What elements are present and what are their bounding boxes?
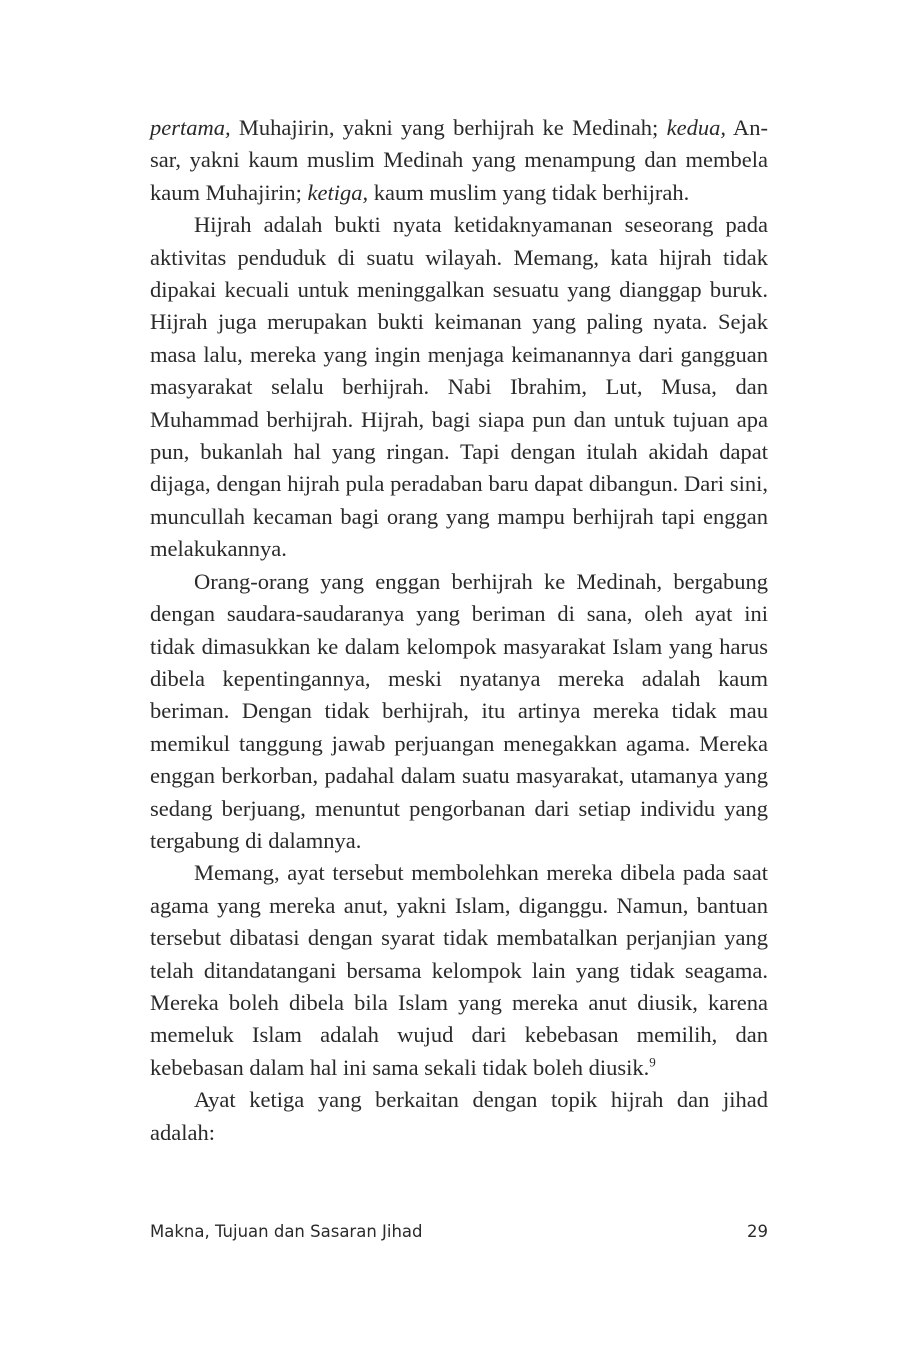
body-text <box>150 112 768 1149</box>
text-run: Ansar, yakni kaum muslim Medinah yang menampung dan membela kaum Muhajirin; <box>150 115 768 205</box>
text-run: kaum muslim yang tidak berhijrah. <box>368 179 690 205</box>
paragraph <box>150 1084 768 1149</box>
text-run: Ayat ketiga yang berkaitan dengan topik hijrah dan jihad adalah: <box>150 1087 768 1145</box>
text-run: Memang, ayat tersebut membolehkan mereka dibela pada saat agama yang mereka anut, yakni Islam, diganggu. Namun, bantuan tersebut dibatasi dengan syarat tidak membatalkan perjanjian yang telah ditandatangani bersama kelompok lain yang tidak seagama. Mereka boleh dibela bila Islam yang mereka anut diusik, karena memeluk Islam adalah wujud dari kebebasan memilih, dan kebebasan dalam hal ini sama sekali tidak boleh diusik. <box>150 860 768 1080</box>
italic-term: kedua, <box>666 115 726 140</box>
paragraph <box>150 857 768 1084</box>
italic-term: pertama, <box>150 115 231 140</box>
italic-term: ketiga, <box>307 179 369 205</box>
page-number: 29 <box>747 1222 768 1241</box>
footnote-marker[interactable]: 9 <box>649 1054 656 1070</box>
text-run: Orang-orang yang enggan berhijrah ke Medinah, bergabung dengan saudara-saudaranya yang beriman di sana, oleh ayat ini tidak dimasukkan ke dalam kelompok masyarakat Islam yang harus dibela kepentingannya, meski nyatanya mereka adalah kaum beriman. Dengan tidak berhijrah, itu artinya mereka tidak mau memikul tanggung jawab perjuangan menegakkan agama. Mereka enggan berkorban, padahal dalam suatu masyarakat, utamanya yang sedang berjuang, menuntut pengorbanan dari setiap individu yang tergabung di dalamnya. <box>150 568 768 853</box>
running-title: Makna, Tujuan dan Sasaran Jihad <box>150 1222 423 1241</box>
text-run: Hijrah adalah bukti nyata ketidaknyamanan seseorang pada aktivitas penduduk di suatu wilayah. Memang, kata hijrah tidak dipakai kecuali untuk meninggalkan sesuatu yang dianggap buruk. Hijrah juga merupakan bukti keimanan yang paling nyata. Sejak masa lalu, mereka yang ingin menjaga keimanannya dari gangguan masyarakat selalu berhijrah. Nabi Ibrahim, Lut, Musa, dan Muhammad berhijrah. Hijrah, bagi siapa pun dan untuk tujuan apa pun, bukanlah hal yang ringan. Tapi dengan itulah akidah dapat dijaga, dengan hijrah pula peradaban baru dapat dibangun. Dari sini, muncullah kecaman bagi orang yang mampu berhijrah tapi enggan melakukannya. <box>150 212 768 562</box>
paragraph-continuation <box>150 112 768 209</box>
text-run: Muhajirin, yakni yang berhijrah ke Medinah; <box>230 115 667 140</box>
paragraph <box>150 566 768 858</box>
paragraph <box>150 209 768 565</box>
page-footer <box>150 1222 768 1241</box>
